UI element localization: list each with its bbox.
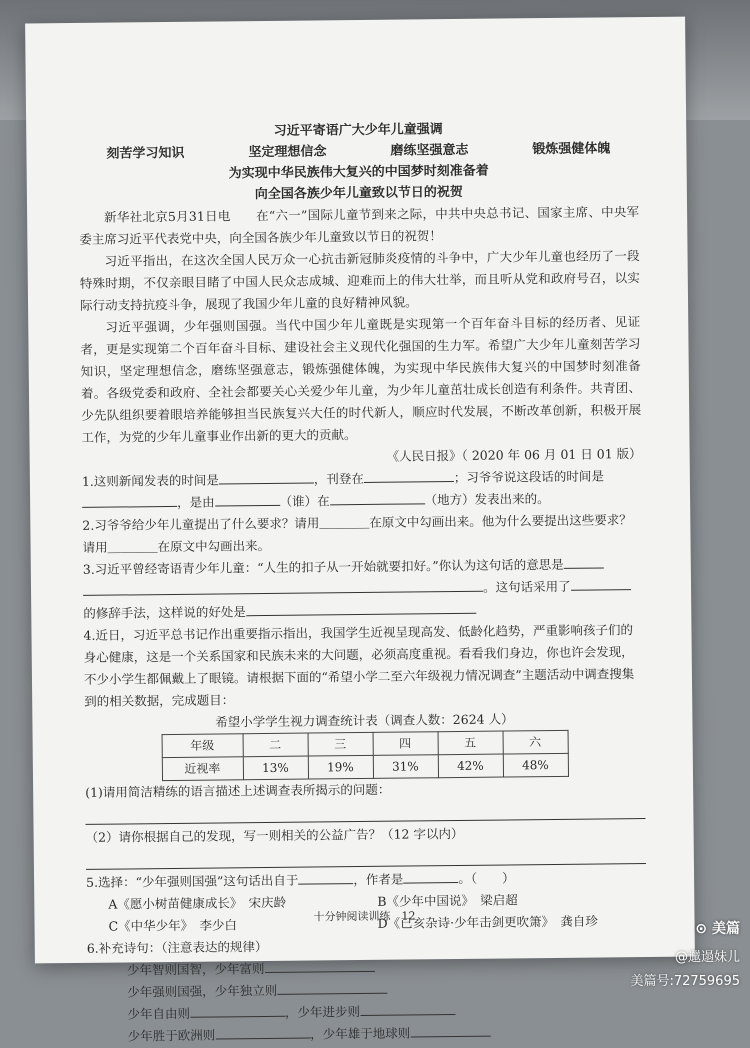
answer-blank[interactable] [215,1024,310,1040]
rate-cell: 13% [243,756,308,780]
poem-line: 少年强则国强，少年独立则 [127,976,647,1003]
question-6: 6.补充诗句：（注意表达的规律） [86,938,268,956]
poem-lines [87,954,648,1048]
grade-cell: 六 [503,730,568,754]
answer-blank[interactable] [215,491,280,507]
option-b[interactable]: B《少年中国说》 梁启超 [377,892,518,909]
q1-text: （地方）发表出来的。 [424,491,550,508]
article-source: 《人民日报》（ 2020 年 06 月 01 日 01 版） [386,446,642,464]
row-header: 近视率 [162,757,243,781]
rate-cell: 31% [373,755,438,779]
option-d[interactable]: D《已亥杂诗·少年击剑更吹箫》 龚自珍 [377,913,598,931]
option-a[interactable]: A《愿小树苗健康成长》 宋庆龄 [108,894,287,912]
article-title: 习近平寄语广大少年儿童强调 [273,122,443,139]
answer-blank[interactable] [564,553,604,568]
q5-text: ，作者是 [353,871,404,888]
q3-text: 3.习近平曾经寄语青少年儿童：“人生的扣子从一开始就要扣好。”你认为这句话的意思是 [82,556,564,577]
answer-blank[interactable] [83,577,483,596]
watermark-id: 美篇号:72759695 [630,974,740,989]
answer-blank[interactable] [82,492,177,508]
page-footer: 十分钟阅读训练 12 [313,909,416,924]
rate-cell: 19% [308,755,373,779]
slogan: 锻炼强健体魄 [532,141,611,158]
paragraph-2: 习近平指出，在这次全国人民万众一心抗击新冠肺炎疫情的斗争中，广大少年儿童也经历了一段特殊时期，不仅亲眼目睹了中国人民众志成城、迎难而上的伟大壮举，而且听从党和政府号召，以实际行动支持抗疫斗争，展现了我国少年儿童的良好精神风貌。 [79,248,640,313]
rate-cell: 48% [503,753,568,777]
table-title: 希望小学学生视力调查统计表（调查人数：2624 人） [215,711,514,730]
answer-blank[interactable] [219,468,314,484]
answer-blank[interactable] [246,599,476,616]
question-4-2: （2）请你根据自己的发现，写一则相关的公益广告？（12 字以内） [85,825,464,845]
q1-text: ；习爷爷说这段话的时间是 [453,468,604,486]
question-2: 2.习爷爷给少年儿童提出了什么要求？请用＿＿＿＿在原文中勾画出来。他为什么要提出这些要求？请用＿＿＿＿在原文中勾画出来。 [82,512,632,555]
vision-survey-table [161,730,568,781]
answer-blank[interactable] [364,467,454,483]
question-3 [83,553,644,625]
subtitle-1: 为实现中华民族伟大复兴的中国梦时刻准备着 [228,163,489,182]
q5-text: 5.选择：“少年强则国强”这句话出自于 [86,872,299,890]
slogan: 磨练坚强意志 [390,142,469,159]
watermark-brand: ⊙ 美篇 [695,921,740,937]
q1-text: ，是由 [177,494,215,510]
question-1 [82,465,642,515]
answer-blank[interactable] [570,575,630,591]
watermark-user: @邋遢妹儿 [674,950,740,965]
answer-blank[interactable] [410,1022,490,1038]
answer-blank[interactable] [330,489,425,505]
poem-line: 少年智则国智，少年富则 [127,954,647,981]
grade-cell: 五 [438,731,503,755]
grade-cell: 三 [308,732,373,756]
option-c[interactable]: C《中华少年》 李少白 [108,917,237,934]
question-4: 4.近日，习近平总书记作出重要指示指出，我国学生近视呈现高发、低龄化趋势，严重影响孩子们的身心健康，这是一个关系国家和民族未来的大问题，必须高度重视。看看我们身边，你也许会发现，不少小学生都佩戴上了眼镜。请根据下面的“希望小学二至六年级视力情况调查”主题活动中调查搜集到的相关数据，完成题目： [83,622,635,709]
q3-text: 。这句话采用了 [482,578,571,595]
q5-text: 。（ ） [458,870,515,886]
slogan: 刻苦学习知识 [106,145,185,162]
paragraph-1: 新华社北京5月31日电 在“六一”国际儿童节到来之际，中共中央总书记、国家主席、中央军委主席习近平代表党中央，向全国各族少年儿童致以节日的祝贺！ [79,204,640,247]
answer-blank[interactable] [277,979,387,995]
subtitle-2: 向全国各族少年儿童致以节日的祝贺 [254,184,463,203]
poem-line: 少年胜于欧洲则 ，少年雄于地球则 [128,1020,648,1047]
rate-cell: 42% [438,754,503,778]
q1-text: ，刊登在 [313,470,364,487]
question-4-1: (1)请用简洁精练的语言描述上述调查表所揭示的问题： [85,781,391,800]
q1-text: （谁）在 [279,493,330,509]
q1-text: 1.这则新闻发表的时间是 [81,472,219,489]
slogan: 坚定理想信念 [248,144,327,161]
paragraph-3: 习近平强调，少年强则国强。当代中国少年儿童既是实现第一个百年奋斗目标的经历者、见证者，更是实现第二个百年奋斗目标、建设社会主义现代化强国的生力军。希望广大少年儿童刻苦学习知识，坚定理想信念，磨练坚强意志，锻炼强健体魄，为实现中华民族伟大复兴的中国梦时刻准备着。各级党委和政府、全社会都要关心关爱少年儿童，为少年儿童茁壮成长创造有利条件。共青团、少先队组织要着眼培养能够担当民族复兴大任的时代新人，顺应时代发展，不断改革创新，积极开展工作，为党的少年儿童事业作出新的更大的贡献。 [80,314,642,445]
answer-blank[interactable] [264,957,374,973]
grade-cell: 二 [243,733,308,757]
answer-blank[interactable] [190,1002,285,1018]
row-header: 年级 [162,734,243,758]
answer-blank[interactable] [360,1000,455,1016]
q3-text: 的修辞手法，这样说的好处是 [83,604,246,621]
answer-blank[interactable] [403,868,458,884]
grade-cell: 四 [373,732,438,756]
answer-blank[interactable] [298,869,353,885]
poem-line: 少年自由则 ，少年进步则 [127,998,647,1025]
